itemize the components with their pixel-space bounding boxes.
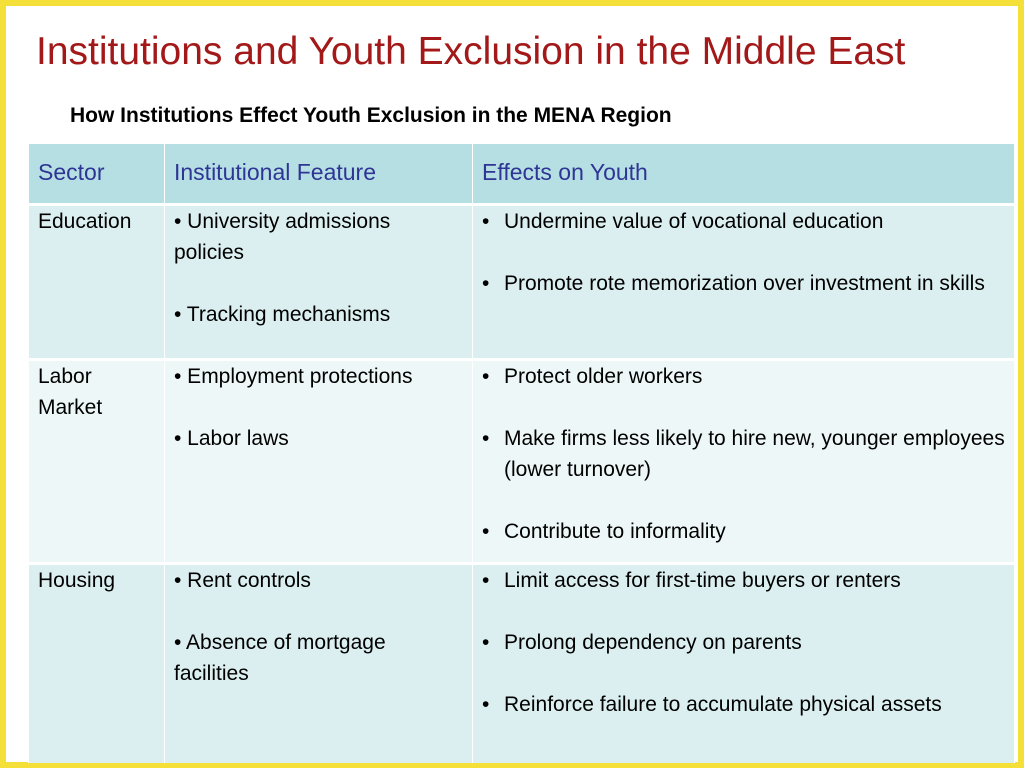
bullet-icon: • <box>482 426 490 450</box>
sector-cell: Housing <box>29 563 165 763</box>
effect-text: Limit access for first-time buyers or renters <box>504 568 901 592</box>
feature-cell <box>165 204 473 359</box>
table-caption: How Institutions Effect Youth Exclusion in the MENA Region <box>70 104 672 127</box>
effect-item <box>482 565 1008 596</box>
effects-cell <box>473 204 1015 359</box>
bullet-icon: • <box>482 519 490 543</box>
effect-text: Prolong dependency on parents <box>504 630 802 654</box>
table-row-labor-market <box>29 359 1015 563</box>
feature-item: • Labor laws <box>174 426 289 450</box>
effect-item <box>482 516 1008 547</box>
feature-item: • Rent controls <box>174 568 311 592</box>
effect-item <box>482 627 1008 658</box>
institutions-table <box>28 144 1015 763</box>
effect-text: Contribute to informality <box>504 519 726 543</box>
table-row-education <box>29 204 1015 359</box>
feature-cell <box>165 359 473 563</box>
feature-cell <box>165 563 473 763</box>
bullet-icon: • <box>482 271 490 295</box>
slide-title: Institutions and Youth Exclusion in the Middle East <box>36 30 906 73</box>
feature-item: • Employment protections <box>174 364 413 388</box>
header-institutional-feature: Institutional Feature <box>165 144 473 204</box>
feature-item: • Tracking mechanisms <box>174 302 391 326</box>
table-header-row <box>29 144 1015 204</box>
bullet-icon: • <box>482 209 490 233</box>
feature-item: • Absence of mortgage facilities <box>174 630 386 685</box>
effect-item <box>482 268 1008 299</box>
effect-item <box>482 423 1008 485</box>
effect-text: Reinforce failure to accumulate physical assets <box>504 692 942 716</box>
bullet-icon: • <box>482 630 490 654</box>
effect-item <box>482 361 1008 392</box>
effect-text: Undermine value of vocational education <box>504 209 884 233</box>
bullet-icon: • <box>482 692 490 716</box>
effects-cell <box>473 563 1015 763</box>
effect-text: Protect older workers <box>504 364 703 388</box>
header-effects-on-youth: Effects on Youth <box>473 144 1015 204</box>
effects-cell <box>473 359 1015 563</box>
effect-text: Make firms less likely to hire new, younger employees (lower turnover) <box>504 426 1005 481</box>
effect-item <box>482 206 1008 237</box>
sector-cell: Education <box>29 204 165 359</box>
bullet-icon: • <box>482 364 490 388</box>
sector-cell: Labor Market <box>29 359 165 563</box>
header-sector: Sector <box>29 144 165 204</box>
effect-item <box>482 689 1008 720</box>
table-row-housing <box>29 563 1015 763</box>
effect-text: Promote rote memorization over investment in skills <box>504 271 985 295</box>
bullet-icon: • <box>482 568 490 592</box>
feature-item: • University admissions policies <box>174 209 391 264</box>
